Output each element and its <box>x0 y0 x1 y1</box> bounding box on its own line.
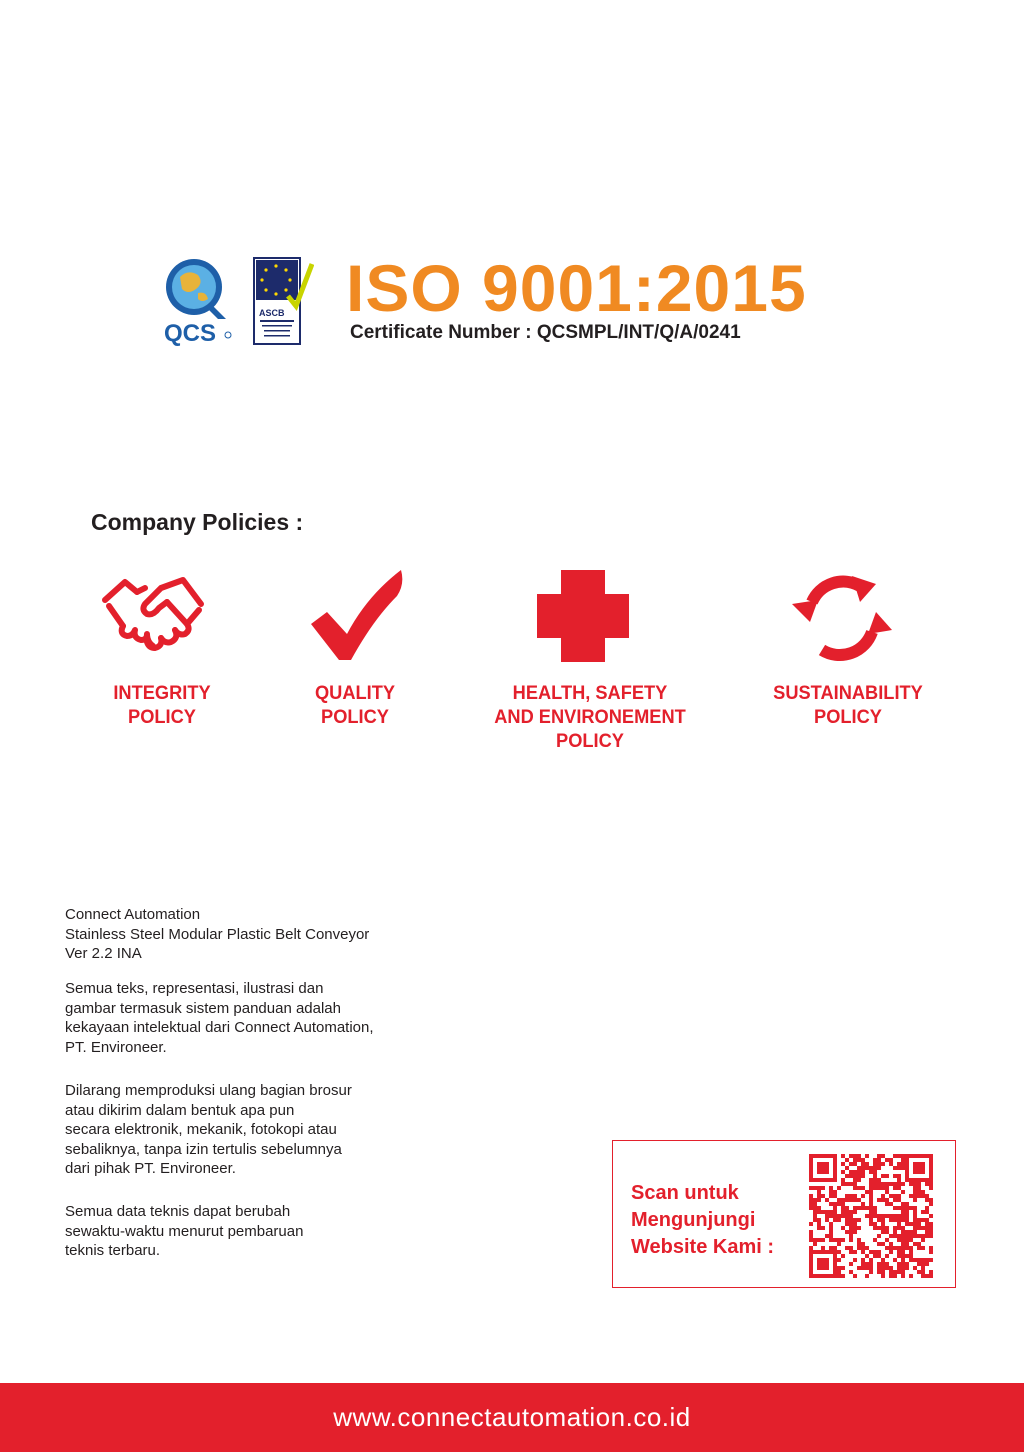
qcs-logo-text: QCS <box>164 320 217 347</box>
qr-caption-line: Mengunjungi <box>631 1209 756 1231</box>
product-info <box>65 905 369 964</box>
iso-standard-title: ISO 9001:2015 <box>346 251 807 325</box>
ascb-logo-text: ASCB <box>259 308 285 318</box>
legal-paragraph-3 <box>65 1202 303 1261</box>
legal-line: secara elektronik, mekanik, fotokopi atau <box>65 1121 337 1138</box>
website-link[interactable]: www.connectautomation.co.id <box>333 1402 691 1432</box>
policy-label-quality: QUALITY POLICY <box>314 683 396 728</box>
legal-line: teknis terbaru. <box>65 1242 161 1259</box>
legal-paragraph-2 <box>65 1081 352 1179</box>
policies-heading: Company Policies : <box>91 509 304 535</box>
certificate-number: Certificate Number : QCSMPL/INT/Q/A/0241 <box>350 322 741 343</box>
legal-line: gambar termasuk sistem panduan adalah <box>65 999 341 1017</box>
legal-line: kekayaan intelektual dari Connect Automation, <box>65 1019 374 1036</box>
legal-line: sebaliknya, tanpa izin tertulis sebelumnya <box>65 1140 342 1158</box>
legal-line: sewaktu-waktu menurut pembaruan <box>65 1222 304 1240</box>
qr-code-icon[interactable] <box>809 1154 933 1278</box>
handshake-icon <box>101 574 205 660</box>
qr-caption-line: Scan untuk <box>631 1182 739 1204</box>
qcs-logo <box>160 255 234 347</box>
ascb-logo <box>252 256 314 346</box>
legal-line: Dilarang memproduksi ulang bagian brosur <box>65 1082 352 1099</box>
policy-label-integrity: INTEGRITY POLICY <box>113 683 211 728</box>
checkmark-icon <box>309 568 405 662</box>
legal-line: Semua data teknis dapat berubah <box>65 1203 291 1220</box>
legal-line: atau dikirim dalam bentuk apa pun <box>65 1101 295 1119</box>
company-name: Connect Automation <box>65 906 201 923</box>
recycle-arrows-icon <box>790 572 894 662</box>
legal-line: Semua teks, representasi, ilustrasi dan <box>65 980 324 997</box>
policy-label-sustainability: SUSTAINABILITY POLICY <box>773 683 923 728</box>
qr-caption-line: Website Kami : <box>631 1236 774 1258</box>
legal-line: dari pihak PT. Environeer. <box>65 1160 236 1177</box>
qr-caption <box>631 1180 774 1261</box>
version: Ver 2.2 INA <box>65 945 142 962</box>
legal-paragraph-1 <box>65 979 374 1057</box>
red-cross-icon <box>537 570 629 662</box>
legal-line: PT. Environeer. <box>65 1038 167 1056</box>
policy-label-health-safety: HEALTH, SAFETY AND ENVIRONEMENT POLICY <box>494 683 686 752</box>
product-name: Stainless Steel Modular Plastic Belt Conveyor <box>65 925 370 943</box>
